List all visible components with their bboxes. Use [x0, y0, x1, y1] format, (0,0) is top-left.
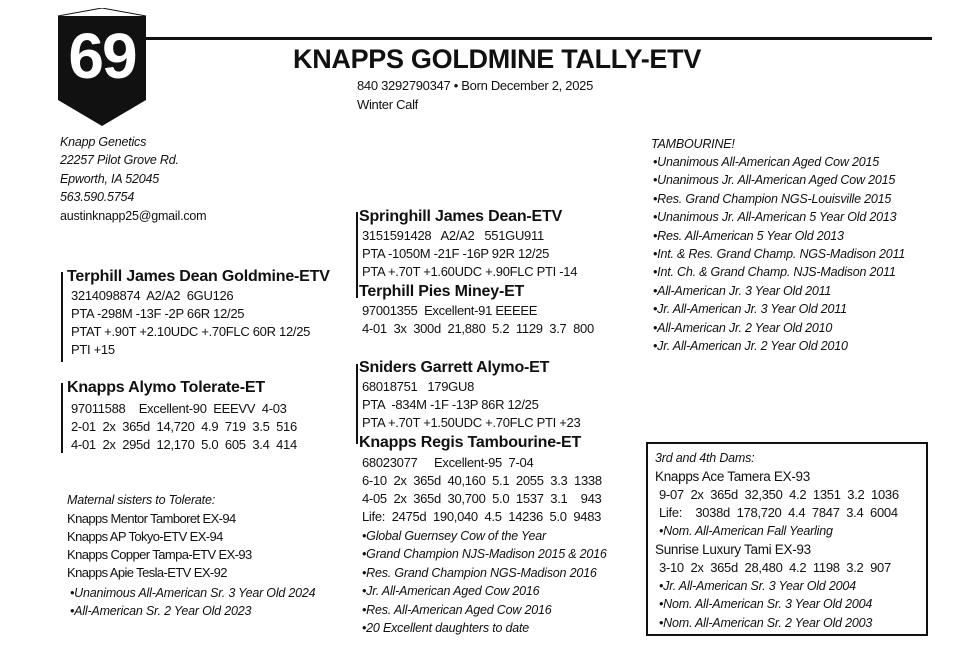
honor-item: •Nom. All-American Sr. 3 Year Old 2004: [659, 597, 873, 612]
consignor-line: Epworth, IA 52045: [60, 171, 159, 186]
dam-sire-info: [362, 378, 580, 432]
third-dam-honor: •Nom. All-American Fall Yearling: [659, 524, 833, 538]
fourth-dam-line: 3-10 2x 365d 28,480 4.2 1198 3.2 907: [659, 560, 891, 575]
fourth-dam-name: Sunrise Luxury Tami EX-93: [655, 542, 811, 557]
consignor-email: austinknapp25@gmail.com: [60, 208, 207, 223]
dam-name: Knapps Alymo Tolerate-ET: [67, 379, 265, 396]
dam-info: [71, 400, 297, 454]
dam-dam-line: 4-05 2x 365d 30,700 5.0 1537 3.1 943: [362, 491, 602, 506]
honor-item: •All-American Sr. 2 Year Old 2023: [70, 604, 252, 619]
sire-line: 3214098874 A2/A2 6GU126: [71, 288, 234, 303]
honor-item: •All-American Jr. 2 Year Old 2010: [653, 320, 833, 335]
honor-item: •Grand Champion NJS-Madison 2015 & 2016: [362, 547, 607, 562]
honor-item: •Jr. All-American Jr. 3 Year Old 2011: [653, 302, 847, 317]
honor-item: •Res. Grand Champion NGS-Louisville 2015: [653, 191, 892, 206]
honor-item: •Int. & Res. Grand Champ. NGS-Madison 2011: [653, 247, 906, 262]
honor-item: •Res. All-American Aged Cow 2016: [362, 602, 552, 617]
sire-line: PTA -298M -13F -2P 66R 12/25: [71, 306, 245, 321]
consignor-line: Knapp Genetics: [60, 135, 147, 149]
page-title: KNAPPS GOLDMINE TALLY-ETV: [293, 44, 702, 74]
lot-number: 69: [68, 20, 136, 92]
honor-item: •20 Excellent daughters to date: [362, 621, 530, 636]
maternal-sisters-heading: Maternal sisters to Tolerate:: [67, 493, 215, 507]
sister-name: Knapps AP Tokyo-ETV EX-94: [67, 529, 223, 544]
dam-sire-line: PTA -834M -1F -13P 86R 12/25: [362, 397, 539, 412]
dam-dam-line: Life: 2475d 190,040 4.5 14236 5.0 9483: [362, 509, 602, 524]
registration-line: 840 3292790347 • Born December 2, 2025: [357, 78, 594, 93]
sire-sire-line: 3151591428 A2/A2 551GU911: [362, 228, 544, 243]
sire-name: Terphill James Dean Goldmine-ETV: [67, 268, 330, 285]
dam-line: 4-01 2x 295d 12,170 5.0 605 3.4 414: [71, 437, 297, 452]
sire-sire-line: PTA -1050M -21F -16P 92R 12/25: [362, 246, 550, 261]
sire-sire-line: PTA +.70T +1.60UDC +.90FLC PTI -14: [362, 264, 578, 279]
honor-item: •All-American Jr. 3 Year Old 2011: [653, 283, 832, 298]
dam-line: 2-01 2x 365d 14,720 4.9 719 3.5 516: [71, 419, 297, 434]
pedigree-bracket: [61, 383, 63, 453]
sister-name: Knapps Apie Tesla-ETV EX-92: [67, 565, 227, 580]
dam-sire-line: 68018751 179GU8: [362, 379, 474, 394]
sire-line: PTI +15: [71, 342, 115, 357]
sire-line: PTAT +.90T +2.10UDC +.70FLC 60R 12/25: [71, 324, 311, 339]
maternal-sisters-honors: [70, 584, 315, 621]
honor-item: •Res. Grand Champion NGS-Madison 2016: [362, 565, 597, 580]
sire-sire-name: Springhill James Dean-ETV: [359, 208, 563, 225]
dam-dam-line: 68023077 Excellent-95 7-04: [362, 455, 534, 470]
sire-dam-line: 97001355 Excellent-91 EEEEE: [362, 303, 538, 318]
honor-item: •Unanimous Jr. All-American 5 Year Old 2013: [653, 210, 897, 225]
sire-dam-name: Terphill Pies Miney-ET: [359, 283, 525, 300]
dam-dam-honors: [362, 527, 607, 637]
sire-info: [71, 287, 310, 359]
consignor-line: 563.590.5754: [60, 190, 135, 205]
tambourine-heading: TAMBOURINE!: [651, 137, 735, 151]
third-dam-name: Knapps Ace Tamera EX-93: [655, 469, 810, 484]
sister-name: Knapps Mentor Tamboret EX-94: [67, 511, 236, 526]
sire-dam-line: 4-01 3x 300d 21,880 5.2 1129 3.7 800: [362, 321, 594, 336]
dam-sire-line: PTA +.70T +1.50UDC +.70FLC PTI +23: [362, 415, 581, 430]
calf-class: Winter Calf: [357, 97, 418, 112]
sister-name: Knapps Copper Tampa-ETV EX-93: [67, 547, 252, 562]
honor-item: •Nom. All-American Sr. 2 Year Old 2003: [659, 615, 873, 630]
tambourine-honors: [653, 153, 905, 355]
consignor-line: 22257 Pilot Grove Rd.: [60, 153, 179, 168]
pedigree-bracket: [61, 272, 63, 362]
sire-dam-info: [362, 302, 594, 338]
honor-item: •Int. Ch. & Grand Champ. NJS-Madison 2011: [653, 265, 896, 280]
fourth-dam-info: [659, 559, 891, 577]
pedigree-bracket: [356, 364, 358, 444]
dam-dam-info: [362, 454, 602, 526]
third-dam-line: Life: 3038d 178,720 4.4 7847 3.4 6004: [659, 505, 898, 520]
honor-item: •Unanimous Jr. All-American Aged Cow 2015: [653, 173, 896, 188]
maternal-sisters-list: [67, 510, 252, 582]
honor-item: •Unanimous All-American Sr. 3 Year Old 2024: [70, 586, 316, 600]
dam-dam-line: 6-10 2x 365d 40,160 5.1 2055 3.3 1338: [362, 473, 602, 488]
dam-sire-name: Sniders Garrett Alymo-ET: [359, 359, 550, 376]
honor-item: •Jr. All-American Sr. 3 Year Old 2004: [659, 579, 856, 593]
pedigree-bracket: [356, 212, 358, 298]
honor-item: •Jr. All-American Jr. 2 Year Old 2010: [653, 339, 848, 354]
honor-item: •Jr. All-American Aged Cow 2016: [362, 584, 540, 599]
sire-sire-info: [362, 227, 577, 281]
honor-item: •Unanimous All-American Aged Cow 2015: [653, 155, 880, 169]
fourth-dam-honors: [659, 577, 872, 632]
third-dam-line: 9-07 2x 365d 32,350 4.2 1351 3.2 1036: [659, 487, 899, 502]
honor-item: •Res. All-American 5 Year Old 2013: [653, 228, 844, 243]
title-rule: [146, 37, 932, 40]
dam-dam-name: Knapps Regis Tambourine-ET: [359, 434, 582, 451]
dams-box-heading: 3rd and 4th Dams:: [655, 451, 755, 465]
third-dam-info: [659, 486, 899, 522]
dam-line: 97011588 Excellent-90 EEEVV 4-03: [71, 401, 287, 416]
honor-item: •Global Guernsey Cow of the Year: [362, 529, 546, 543]
consignor-block: [60, 133, 206, 225]
